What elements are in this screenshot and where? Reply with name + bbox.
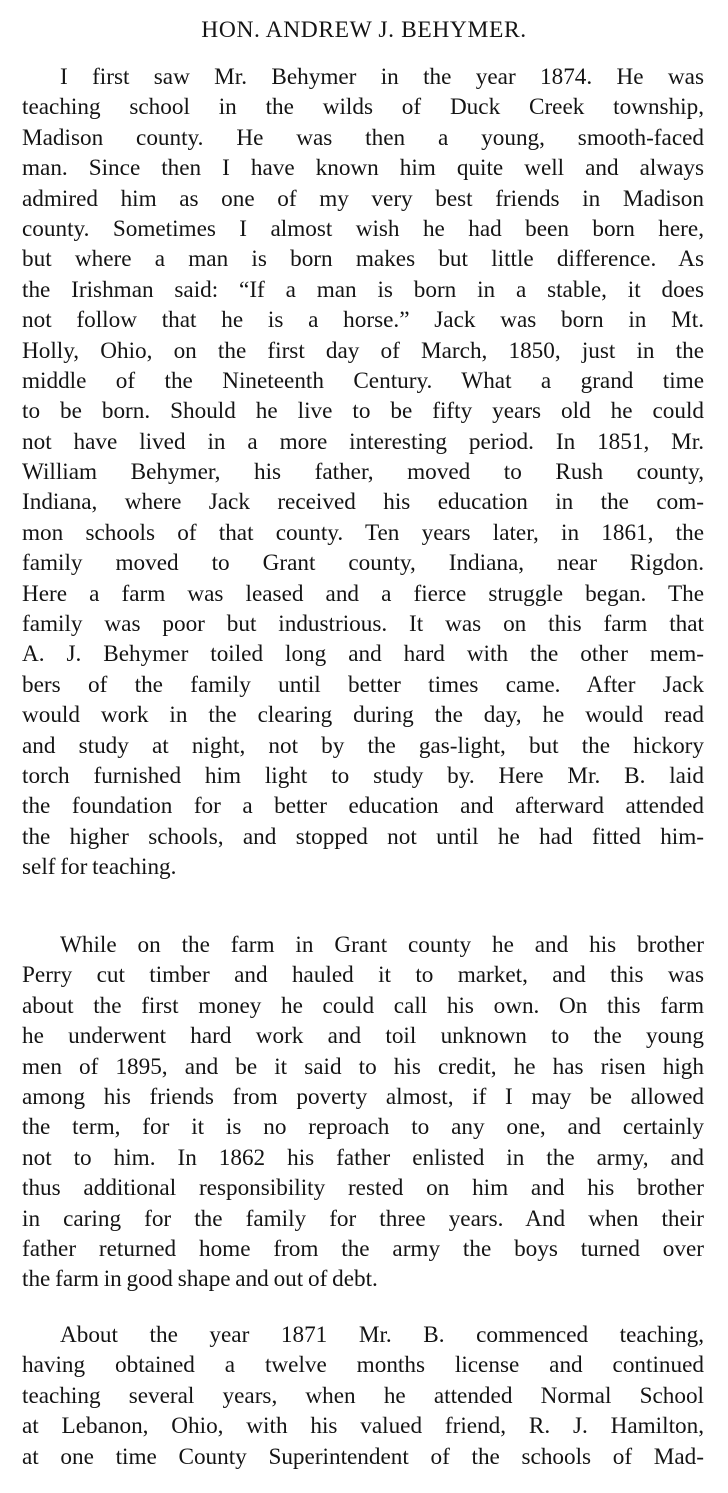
- text-line: Holly, Ohio, on the first day of March, 1850, just in the: [22, 337, 704, 364]
- text-line: Perry cut timber and hauled it to market, and this was: [22, 962, 704, 989]
- text-line: about the first money he could call his own. On this farm: [22, 992, 704, 1019]
- text-line: middle of the Nineteenth Century. What a grand time: [22, 367, 704, 394]
- text-line: the higher schools, and stopped not until he had fitted him-: [22, 823, 704, 850]
- text-line: Indiana, where Jack received his education in the com-: [22, 489, 704, 516]
- text-line: and study at night, not by the gas-light, but the hickory: [22, 732, 704, 759]
- text-line: but where a man is born makes but little difference. As: [22, 246, 704, 273]
- page-title: HON. ANDREW J. BEHYMER.: [201, 17, 527, 43]
- text-line: While on the farm in Grant county he and his brother: [60, 932, 704, 958]
- text-line: teaching school in the wilds of Duck Creek township,: [22, 94, 704, 121]
- text-line: having obtained a twelve months license and continued: [22, 1352, 704, 1379]
- text-line: at Lebanon, Ohio, with his valued friend, R. J. Hamilton,: [22, 1413, 704, 1440]
- paragraph-2: [22, 930, 704, 1295]
- text-line: the foundation for a better education and afterward attended: [22, 793, 704, 820]
- text-line: the term, for it is no reproach to any one, and certainly: [22, 1114, 704, 1141]
- text-line: not follow that he is a horse.” Jack was born in Mt.: [22, 307, 704, 334]
- text-line: men of 1895, and be it said to his credit, he has risen high: [22, 1053, 704, 1080]
- text-line: torch furnished him light to study by. Here Mr. B. laid: [22, 762, 704, 789]
- text-line: not have lived in a more interesting period. In 1851, Mr.: [22, 428, 704, 455]
- paragraph-1: [22, 62, 704, 883]
- text-line: A. J. Behymer toiled long and hard with the other mem-: [22, 641, 704, 668]
- text-line: the Irishman said: “If a man is born in a stable, it does: [22, 276, 704, 303]
- text-line: in caring for the family for three years. And when their: [22, 1205, 704, 1232]
- text-line: among his friends from poverty almost, if I may be allowed: [22, 1083, 704, 1110]
- text-line: Here a farm was leased and a fierce struggle began. The: [22, 580, 704, 607]
- text-line: not to him. In 1862 his father enlisted in the army, and: [22, 1144, 704, 1171]
- text-line: admired him as one of my very best friends in Madison: [22, 185, 704, 212]
- text-line: to be born. Should he live to be fifty years old he could: [22, 398, 704, 425]
- text-line: county. Sometimes I almost wish he had been born here,: [22, 215, 704, 242]
- text-line: at one time County Superintendent of the schools of Mad-: [22, 1443, 704, 1470]
- text-line: William Behymer, his father, moved to Rush county,: [22, 459, 704, 486]
- text-line: About the year 1871 Mr. B. commenced teaching,: [60, 1322, 704, 1348]
- text-line: Madison county. He was then a young, smooth-faced: [22, 124, 704, 151]
- text-line: would work in the clearing during the day, he would read: [22, 702, 704, 729]
- text-line: mon schools of that county. Ten years later, in 1861, the: [22, 519, 704, 546]
- text-line: self for teaching.: [22, 854, 177, 881]
- text-line: teaching several years, when he attended Normal School: [22, 1382, 704, 1409]
- text-line: man. Since then I have known him quite well and always: [22, 155, 704, 182]
- text-line: thus additional responsibility rested on him and his brother: [22, 1175, 704, 1202]
- text-line: family moved to Grant county, Indiana, near Rigdon.: [22, 550, 704, 577]
- text-line: he underwent hard work and toil unknown to the young: [22, 1023, 704, 1050]
- text-line: bers of the family until better times came. After Jack: [22, 671, 704, 698]
- text-line: family was poor but industrious. It was on this farm that: [22, 611, 704, 638]
- text-line: I first saw Mr. Behymer in the year 1874. He was: [60, 64, 704, 90]
- text-line: father returned home from the army the boys turned over: [22, 1235, 704, 1262]
- paragraph-3: [22, 1320, 704, 1472]
- text-line: the farm in good shape and out of debt.: [22, 1266, 378, 1293]
